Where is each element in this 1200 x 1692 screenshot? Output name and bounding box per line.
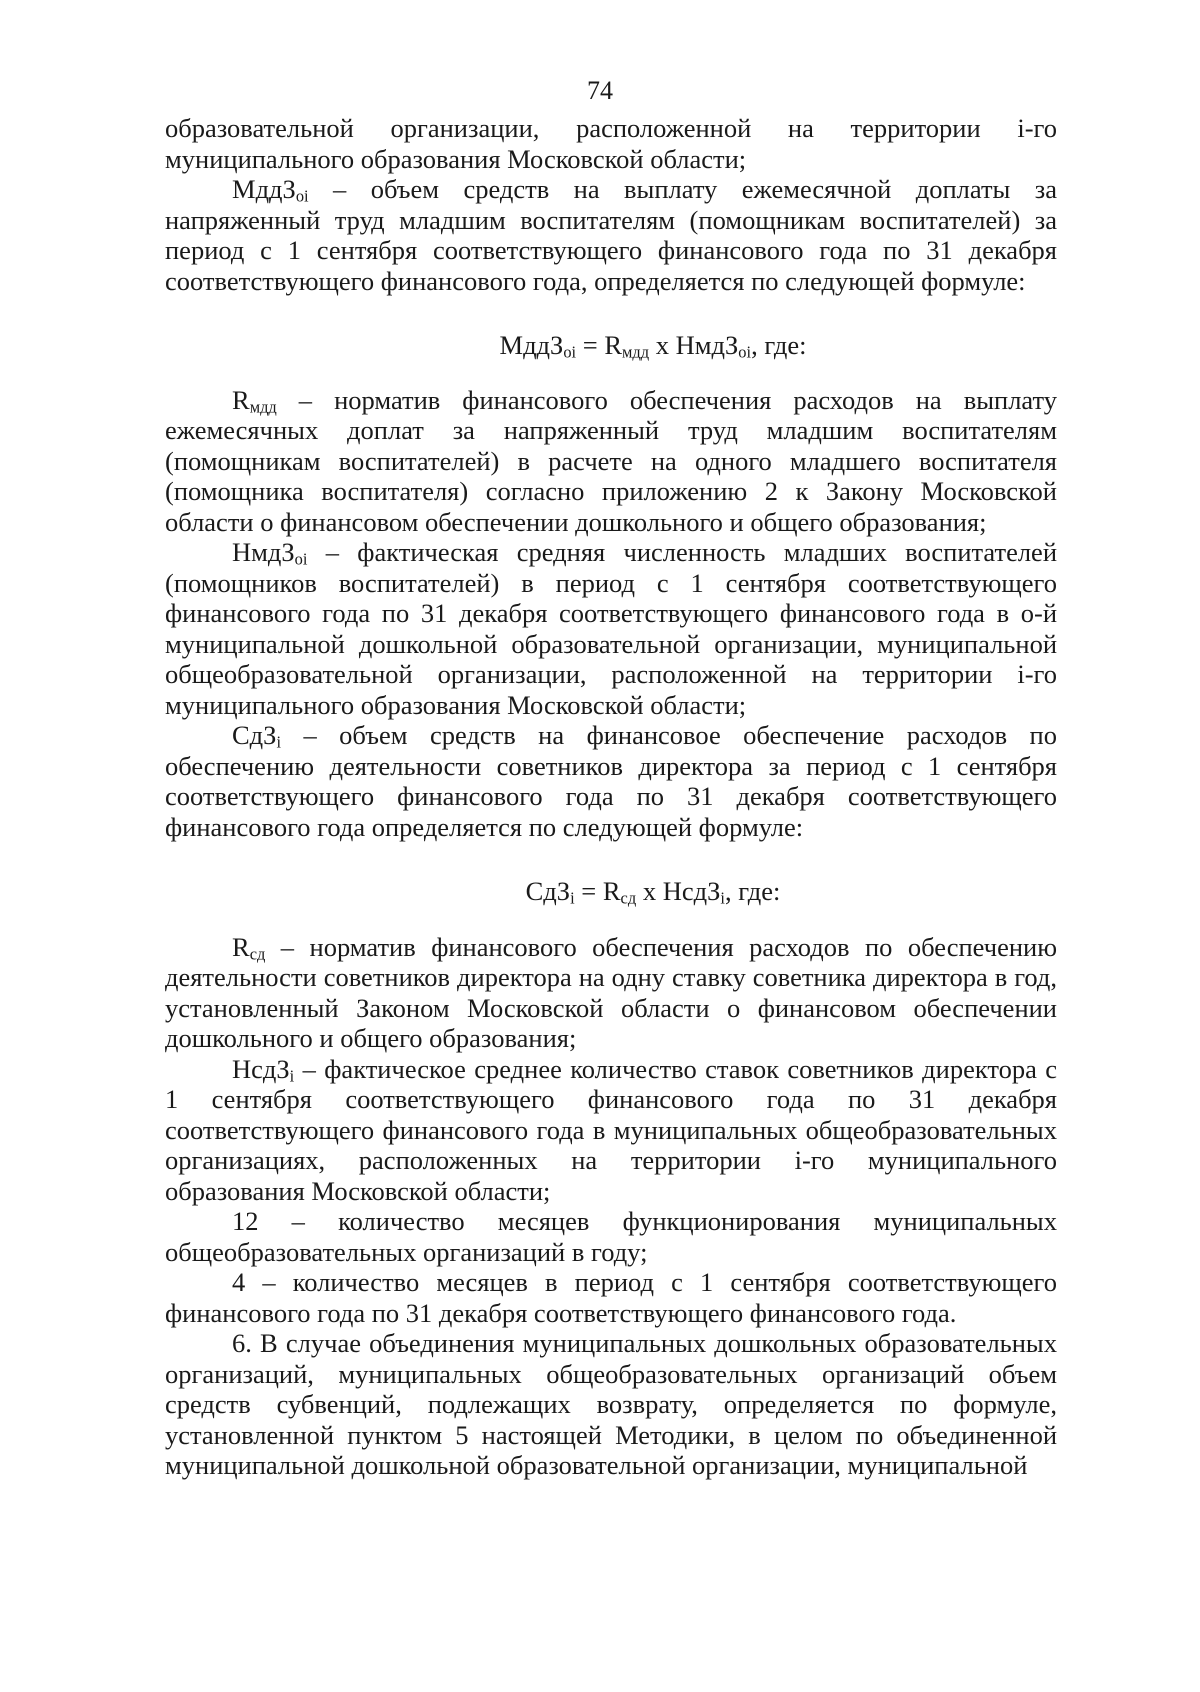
definition-text: – объем средств на выплату ежемесячной доплаты за напряженный труд младшим воспитателям (помощникам воспитателей) за период с 1 сентября соответствующего финансового года по 31 декабря соответствующего финансового года, определяется по следующей формуле:	[165, 174, 1057, 296]
formula-lhs-subscript: i	[570, 888, 575, 908]
clause-6	[165, 1328, 1057, 1481]
term-base: СдЗ	[232, 720, 277, 750]
definition-sdz	[165, 720, 1057, 842]
term-base: НсдЗ	[232, 1053, 290, 1084]
formula-equals: =	[574, 876, 603, 906]
formula-count: НсдЗ	[662, 876, 721, 906]
formula-rate-subscript: мдд	[622, 342, 650, 362]
formula-multiply: x	[649, 330, 676, 360]
definition-nsdz	[165, 1054, 1057, 1207]
definition-months-12	[165, 1206, 1057, 1267]
term-subscript: мдд	[249, 397, 277, 417]
term-subscript: сд	[249, 944, 266, 964]
definition-text: – фактическое среднее количество ставок советников директора с 1 сентября соответствующего финансового года по 31 декабря соответствующего финансового года в муниципальных общеобразовательных организациях, расположенных на территории i-го муниципального образования Московской области;	[165, 1053, 1057, 1206]
formula-rate: R	[604, 330, 622, 360]
formula-mddz	[165, 330, 1057, 361]
paragraph-text: 6. В случае объединения муниципальных дошкольных образовательных организаций, муниципальных общеобразовательных организаций объем средств субвенций, подлежащих возврату, определяется по формуле, установленной пунктом 5 настоящей Методики, в целом по объединенной муниципальной дошкольной образовательной организации, муниципальной	[165, 1328, 1057, 1480]
definition-text: – объем средств на финансовое обеспечение расходов по обеспечению деятельности советников директора за период с 1 сентября соответствующего финансового года по 31 декабря соответствующего финансового года определяется по следующей формуле:	[165, 720, 1057, 842]
formula-equals: =	[576, 330, 605, 360]
term-base: МддЗ	[232, 174, 296, 204]
paragraph-text: образовательной организации, расположенной на территории i-го муниципального образования Московской области;	[165, 113, 1057, 174]
formula-lhs-subscript: oi	[563, 342, 577, 362]
definition-text: – норматив финансового обеспечения расходов по обеспечению деятельности советников директора на одну ставку советника директора в год, установленный Законом Московской области о финансовом обеспечении дошкольного и общего образования;	[165, 931, 1057, 1053]
definition-months-4	[165, 1267, 1057, 1328]
definition-rsd	[165, 932, 1057, 1054]
term-base: НмдЗ	[232, 537, 295, 567]
term-subscript: i	[289, 1066, 295, 1086]
paragraph-text: 4 – количество месяцев в период с 1 сентября соответствующего финансового года по 31 декабря соответствующего финансового года.	[165, 1267, 1057, 1328]
definition-text: – норматив финансового обеспечения расходов на выплату ежемесячных доплат за напряженный труд младшим воспитателям (помощникам воспитателей) в расчете на одного младшего воспитателя (помощника воспитателя) согласно приложению 2 к Закону Московской области о финансовом обеспечении дошкольного и общего образования;	[165, 384, 1057, 537]
paragraph-continuation	[165, 113, 1057, 174]
formula-multiply: x	[636, 876, 663, 906]
term-subscript: oi	[294, 549, 308, 569]
document-body	[165, 113, 1057, 1481]
term-base: R	[232, 384, 250, 415]
formula-tail: , где:	[724, 876, 781, 906]
formula-lhs: МддЗ	[499, 330, 564, 360]
formula-count-subscript: i	[720, 888, 725, 908]
paragraph-text: 12 – количество месяцев функционирования муниципальных общеобразовательных организаций в году;	[165, 1206, 1057, 1267]
formula-count-subscript: oi	[738, 342, 752, 362]
formula-sdz	[165, 876, 1057, 907]
formula-rate: R	[602, 876, 621, 906]
term-base: R	[232, 931, 250, 962]
term-subscript: oi	[295, 186, 309, 206]
definition-rmdd	[165, 385, 1057, 538]
term-subscript: i	[276, 732, 282, 752]
definition-mddz	[165, 174, 1057, 296]
formula-rate-subscript: сд	[620, 888, 637, 908]
formula-tail: , где:	[751, 330, 807, 360]
formula-count: НмдЗ	[675, 330, 739, 360]
definition-nmdz	[165, 537, 1057, 720]
formula-lhs: СдЗ	[525, 876, 571, 906]
page-number: 74	[587, 76, 613, 105]
definition-text: – фактическая средняя численность младших воспитателей (помощников воспитателей) в период с 1 сентября соответствующего финансового года по 31 декабря соответствующего финансового года в о-й муниципальной дошкольной образовательной организации, муниципальной общеобразовательной организации, расположенной на территории i-го муниципального образования Московской области;	[165, 537, 1057, 720]
